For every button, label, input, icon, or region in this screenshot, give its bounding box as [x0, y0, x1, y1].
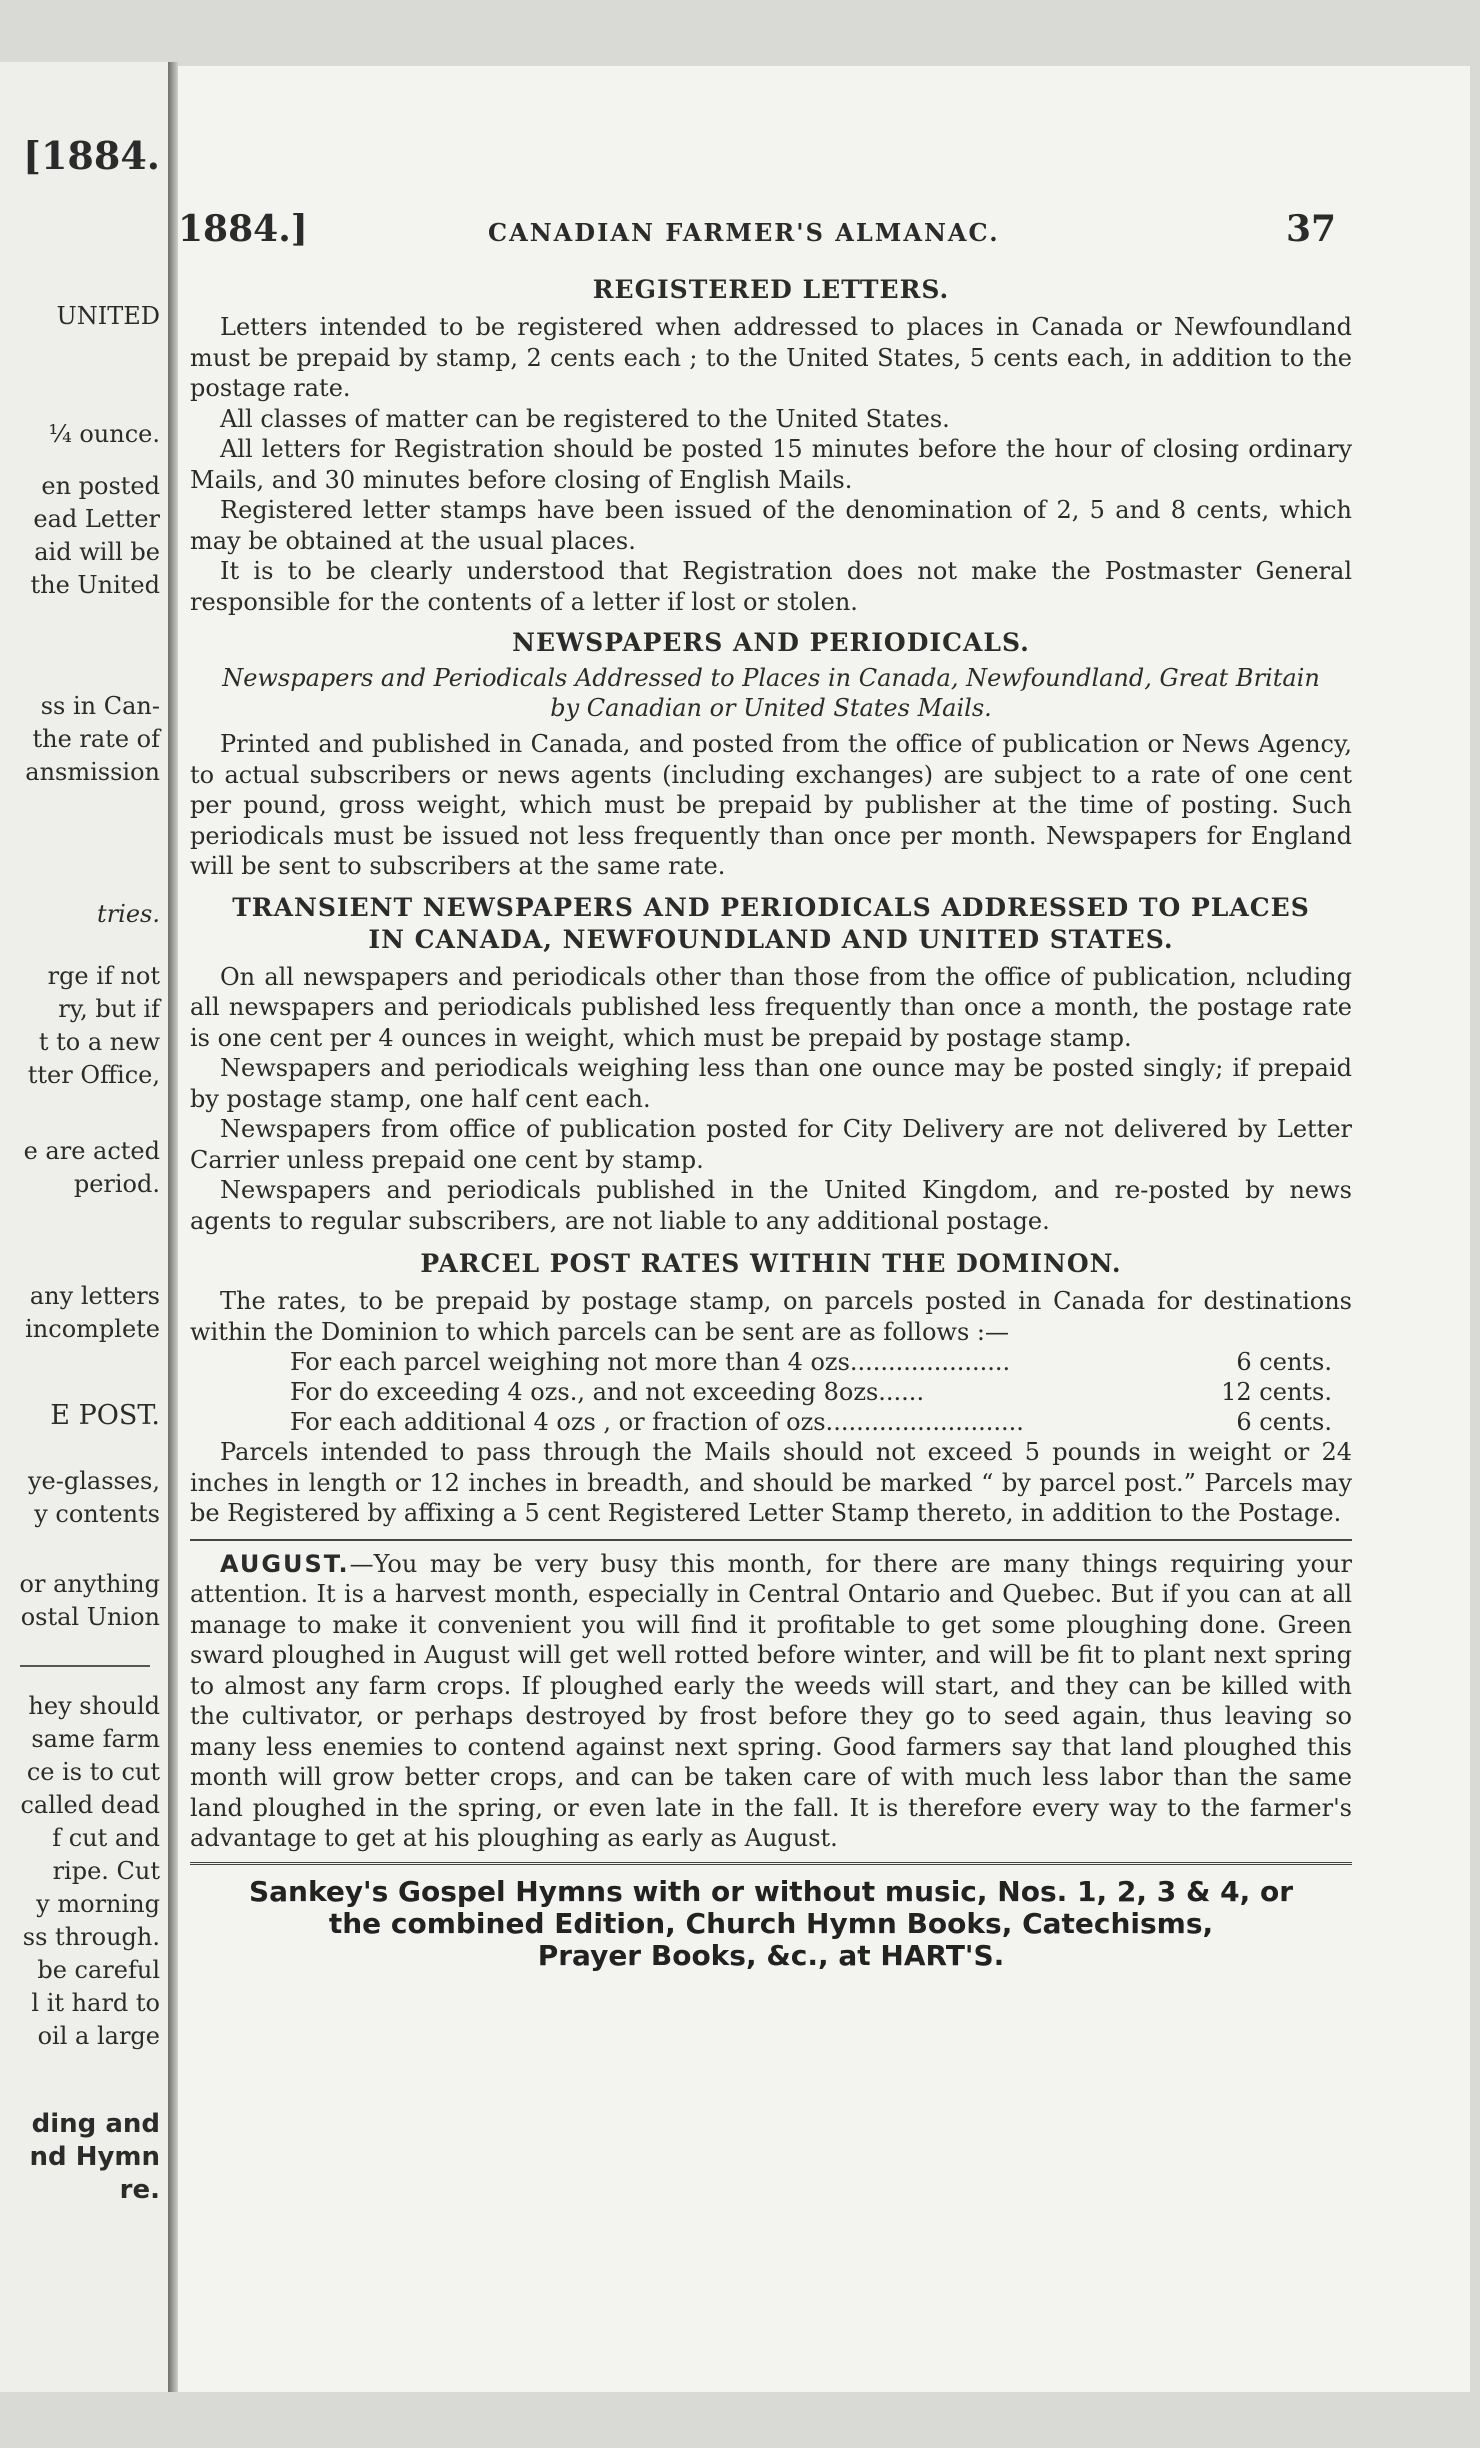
book-spine: [168, 62, 178, 2392]
facing-page-fragment: oil a large: [37, 2022, 160, 2050]
newspapers-subtitle: Newspapers and Periodicals Addressed to Places in Canada, Newfoundland, Great Britain by Canadian or United States Mails.: [222, 664, 1320, 722]
facing-page-fragment: ye-glasses,: [28, 1467, 160, 1495]
facing-page-fragment: rge if not: [47, 962, 160, 990]
facing-page-fragment: ripe. Cut: [52, 1857, 160, 1885]
facing-page-fragment: called dead: [20, 1791, 160, 1819]
parcel-rate-row: [190, 1377, 1352, 1407]
facing-page-fragment: any letters: [29, 1282, 160, 1310]
facing-page-fragment: ss through.: [22, 1923, 160, 1951]
facing-page-fragment: or anything: [19, 1570, 160, 1598]
rate-label: For do exceeding 4 ozs., and not exceeding 8ozs......: [290, 1378, 925, 1406]
registered-paragraph: It is to be clearly understood that Registration does not make the Postmaster General responsible for the contents of a letter if lost or stolen.: [190, 557, 1352, 616]
transient-paragraph: On all newspapers and periodicals other than those from the office of publication, ncluding all newspapers and periodicals published less frequently than once a month, the postage rate is one cent per 4 ounces in weight, which must be prepaid by postage stamp.: [190, 962, 1352, 1052]
rate-value: 6 cents.: [1236, 1408, 1332, 1436]
facing-page-fragment: incomplete: [25, 1315, 160, 1343]
advert-line: Sankey's Gospel Hymns with or without music, Nos. 1, 2, 3 & 4, or: [248, 1874, 1294, 1908]
parcel-intro: The rates, to be prepaid by postage stamp, on parcels posted in Canada for destinations within the Dominion to which parcels can be sent are as follows :—: [190, 1287, 1352, 1346]
facing-page-fragment: ead Letter: [33, 505, 160, 533]
facing-page-fragment: period.: [73, 1170, 160, 1198]
facing-page-fragment: tter Office,: [27, 1061, 160, 1089]
facing-page-fragment: l it hard to: [31, 1989, 160, 2017]
advert-divider: [190, 1862, 1352, 1868]
august-paragraph: [190, 1549, 1352, 1854]
hart-advert: [190, 1876, 1352, 1972]
facing-page-fragment: nd Hymn: [29, 2142, 160, 2172]
facing-page-fragment: y morning: [36, 1890, 160, 1918]
page-content: [190, 274, 1352, 1972]
august-lead: AUGUST.: [220, 1549, 350, 1578]
facing-page-fragment: [1884.: [23, 133, 160, 178]
almanac-page: [178, 66, 1470, 2392]
parcel-paragraph: Parcels intended to pass through the Mails should not exceed 5 pounds in weight or 24 inches in length or 12 inches in breadth, and should be marked “ by parcel post.” Parcels may be Registered by affixing a 5 cent Registered Letter Stamp thereto, in addition to the Postage.: [190, 1438, 1352, 1527]
header-year: 1884.]: [178, 208, 308, 250]
facing-page-rule: [20, 1665, 150, 1667]
registered-body: [190, 312, 1352, 617]
running-header: [178, 208, 1378, 258]
newspapers-heading: NEWSPAPERS AND PERIODICALS.: [512, 628, 1030, 657]
rate-value: 6 cents.: [1236, 1348, 1332, 1376]
parcel-heading: PARCEL POST RATES WITHIN THE DOMINON.: [420, 1249, 1122, 1278]
august-text: —You may be very busy this month, for there are many things requiring your attention. It is a harvest month, especially in Central Ontario and Quebec. But if you can at all manage to make it convenient you will find it profitable to get some ploughing done. Green sward ploughed in August will get well rotted before winter, and will be fit to plant next spring to almost any farm crops. If ploughed early the weeds will start, and they can be killed with the cultivator, or perhaps destroyed by frost before they go to seed again, thus leaving so many less enemies to contend against next spring. Good farmers say that land ploughed this month will grow better crops, and can be taken care of with much less labor than the same land ploughed in the spring, or even late in the fall. It is therefore every way to the farmer's advantage to get at his ploughing as early as August.: [190, 1549, 1352, 1852]
facing-page-fragment: ce is to cut: [26, 1758, 160, 1786]
facing-page-fragment: ostal Union: [20, 1603, 160, 1631]
registered-paragraph: All classes of matter can be registered to the United States.: [220, 404, 950, 433]
facing-page-fragment: E POST.: [50, 1400, 160, 1431]
facing-page: [0, 62, 170, 2392]
rate-label: For each additional 4 ozs , or fraction of ozs..........................: [290, 1408, 1024, 1436]
transient-paragraph: Newspapers from office of publication posted for City Delivery are not delivered by Letter Carrier unless prepaid one cent by stamp.: [190, 1115, 1352, 1174]
parcel-rate-row: [190, 1347, 1352, 1377]
facing-page-fragment: ¼ ounce.: [48, 420, 160, 448]
facing-page-fragment: t to a new: [38, 1028, 160, 1056]
facing-page-fragment: same farm: [31, 1725, 160, 1753]
facing-page-fragment: re.: [119, 2175, 160, 2205]
facing-page-fragment: be careful: [37, 1956, 160, 1984]
section-divider: [190, 1539, 1352, 1541]
facing-page-fragment: ansmission: [25, 758, 160, 786]
transient-paragraph: Newspapers and periodicals weighing less than one ounce may be posted singly; if prepaid by postage stamp, one half cent each.: [190, 1054, 1352, 1113]
advert-line: Prayer Books, &c., at HART'S.: [537, 1938, 1005, 1972]
transient-paragraph: Newspapers and periodicals published in the United Kingdom, and re-posted by news agents to regular subscribers, are not liable to any additional postage.: [190, 1176, 1352, 1235]
facing-page-fragment: en posted: [41, 472, 160, 500]
facing-page-fragment: the rate of: [32, 725, 160, 753]
facing-page-fragment: aid will be: [34, 538, 160, 566]
registered-paragraph: All letters for Registration should be posted 15 minutes before the hour of closing ordinary Mails, and 30 minutes before closing of English Mails.: [190, 435, 1352, 494]
facing-page-fragment: hey should: [28, 1692, 160, 1720]
registered-paragraph: Registered letter stamps have been issued of the denomination of 2, 5 and 8 cents, which may be obtained at the usual places.: [190, 496, 1352, 555]
advert-line: the combined Edition, Church Hymn Books, Catechisms,: [328, 1906, 1214, 1940]
registered-paragraph: Letters intended to be registered when addressed to places in Canada or Newfoundland must be prepaid by stamp, 2 cents each ; to the United States, 5 cents each, in addition to the postage rate.: [190, 313, 1352, 402]
facing-page-fragment: ding and: [31, 2109, 160, 2139]
facing-page-fragment: f cut and: [52, 1824, 160, 1852]
parcel-rate-table: [190, 1347, 1352, 1437]
facing-page-fragment: y contents: [34, 1500, 160, 1528]
newspapers-paragraph: Printed and published in Canada, and posted from the office of publication or News Agency, to actual subscribers or news agents (including exchanges) are subject to a rate of one cent per pound, gross weight, which must be prepaid by publisher at the time of posting. Such periodicals must be issued not less frequently than once per month. Newspapers for England will be sent to subscribers at the same rate.: [190, 730, 1352, 880]
registered-heading: REGISTERED LETTERS.: [592, 275, 950, 304]
facing-page-fragment: tries.: [97, 900, 160, 928]
rate-value: 12 cents.: [1221, 1378, 1332, 1406]
rate-label: For each parcel weighing not more than 4 ozs.....................: [290, 1348, 1011, 1376]
page-number: 37: [1286, 208, 1337, 250]
transient-heading: TRANSIENT NEWSPAPERS AND PERIODICALS ADDRESSED TO PLACES IN CANADA, NEWFOUNDLAND AND UNITED STATES.: [232, 892, 1310, 954]
facing-page-fragment: the United: [30, 571, 160, 599]
facing-page-fragment: ss in Can-: [40, 692, 160, 720]
facing-page-fragment: UNITED: [56, 302, 160, 330]
facing-page-fragment: e are acted: [23, 1137, 160, 1165]
facing-page-fragment: ry, but if: [58, 995, 160, 1023]
parcel-rate-row: [190, 1407, 1352, 1437]
header-title: CANADIAN FARMER'S ALMANAC.: [488, 218, 1000, 247]
